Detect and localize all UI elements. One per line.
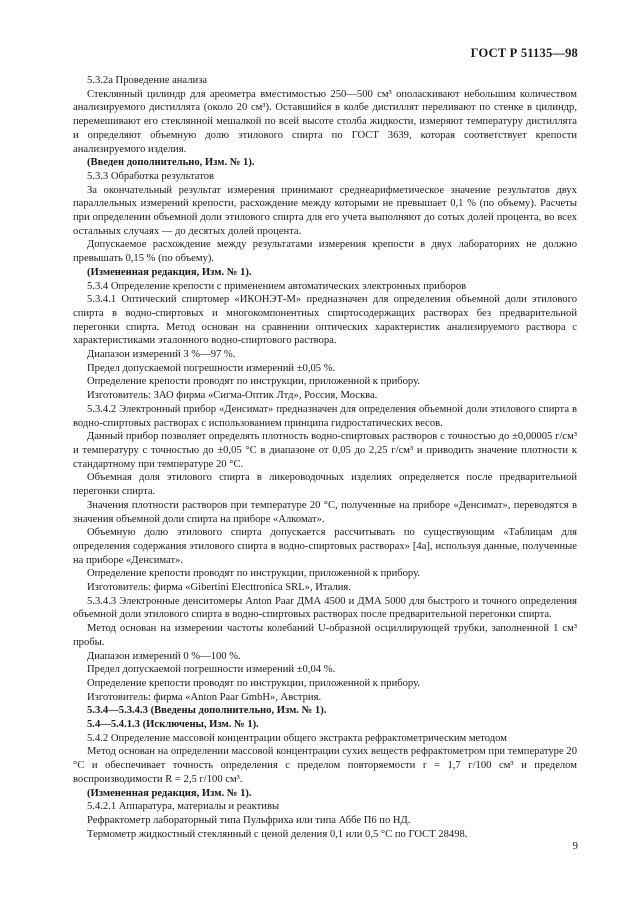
section-heading: 5.4.2 Определение массовой концентрации общего экстракта рефрактометрическим методом bbox=[87, 732, 507, 744]
page-number: 9 bbox=[572, 840, 578, 852]
document-body bbox=[73, 74, 577, 841]
amendment-note: (Измененная редакция, Изм. № 1). bbox=[87, 787, 252, 799]
paragraph: Определение крепости проводят по инструкции, приложенной к прибору. bbox=[87, 376, 420, 388]
paragraph: Рефрактометр лабораторный типа Пульфриха или типа Аббе П6 по НД. bbox=[87, 814, 411, 826]
paragraph: Изготовитель: фирма «Anton Paar GmbH», Австрия. bbox=[87, 691, 322, 703]
paragraph: Допускаемое расхождение между результатами измерения крепости в двух лабораториях не должно превышать 0,15 % (по объему). bbox=[73, 239, 577, 265]
section-heading: 5.3.2а Проведение анализа bbox=[87, 75, 208, 86]
paragraph: Термометр жидкостный стеклянный с ценой деления 0,1 или 0,5 °С по ГОСТ 28498. bbox=[87, 828, 468, 840]
paragraph: Предел допускаемой погрешности измерений ±0,05 %. bbox=[87, 362, 336, 374]
paragraph: Изготовитель: ЗАО фирма «Сигма-Оптик Лтд», Россия, Москва. bbox=[87, 390, 378, 402]
paragraph: За окончательный результат измерения принимают среднеарифметическое значение результатов двух параллельных измерений крепости, расхождение между которыми не превышает 0,1 % (по объему). Расчеты при определении объемной доли этилового спирта для его учета выполняют до сотых долей процента, во всех остальных случаях — до десятых долей процента. bbox=[73, 184, 577, 237]
section-heading: 5.4.2.1 Аппаратура, материалы и реактивы bbox=[87, 801, 280, 813]
paragraph: Предел допускаемой погрешности измерений ±0,04 %. bbox=[87, 664, 336, 676]
amendment-note: (Введен дополнительно, Изм. № 1). bbox=[87, 157, 255, 169]
paragraph: Данный прибор позволяет определять плотность водно-спиртовых растворов с точностью до ±0,00005 г/см³ и температуру с точностью до ±0,05 °С в диапазоне от 0,05 до 2,25 г/см³ и приводить значение плотности к стандартному при температуре 20 °С. bbox=[73, 431, 577, 470]
amendment-note: (Измененная редакция, Изм. № 1). bbox=[87, 266, 252, 278]
paragraph: Изготовитель: фирма «Gibertini Electtronica SRL», Италия. bbox=[87, 582, 351, 594]
section-heading: 5.3.4 Определение крепости с применением автоматических электронных приборов bbox=[87, 280, 467, 292]
section-heading: 5.3.3 Обработка результатов bbox=[87, 170, 214, 182]
paragraph: 5.3.4.2 Электронный прибор «Денсимат» предназначен для определения объемной доли этилового спирта в водно-спиртовых растворах с использованием принципа гидростатических весов. bbox=[73, 403, 577, 429]
paragraph: Объемная доля этилового спирта в ликероводочных изделиях определяется после предварительной перегонки спирта. bbox=[73, 472, 577, 498]
amendment-note: 5.3.4—5.3.4.3 (Введены дополнительно, Изм. № 1). bbox=[87, 705, 327, 717]
paragraph: Метод основан на определении массовой концентрации сухих веществ рефрактометром при температуре 20 °С и обеспечивает точность определения с пределом повторяемости r = 1,7 г/100 см³ и пределом воспроизводимости R = 2,5 г/100 см³. bbox=[73, 746, 577, 785]
standard-header: ГОСТ Р 51135—98 bbox=[470, 46, 578, 60]
paragraph: 5.3.4.3 Электронные денситомеры Anton Paar ДМА 4500 и ДМА 5000 для быстрого и точного определения объемной доли этилового спирта в водно-спиртовых растворах после предварительной перегонки спирта. bbox=[73, 595, 577, 621]
paragraph: Объемную долю этилового спирта допускается рассчитывать по существующим «Таблицам для определения содержания этилового спирта в водно-спиртовых растворах» [4а], используя данные, полученные на приборе «Денсимат». bbox=[73, 527, 577, 566]
paragraph: 5.3.4.1 Оптический спиртомер «ИКОНЭТ-М» предназначен для определения объемной доли этилового спирта в водно-спиртовых и многокомпонентных спиртосодержащих растворах без предварительной перегонки спирта. Метод основан на сравнении оптических характеристик анализируемого раствора с характеристиками эталонного водно-спиртового раствора. bbox=[73, 294, 577, 347]
paragraph: Диапазон измерений 3 %—97 %. bbox=[87, 349, 236, 361]
paragraph: Значения плотности растворов при температуре 20 °С, полученные на приборе «Денсимат», переводятся в значения объемной доли спирта на приборе «Алкомат». bbox=[73, 499, 577, 525]
paragraph: Метод основан на измерении частоты колебаний U-образной осциллирующей трубки, заполненной 1 см³ пробы. bbox=[73, 623, 577, 648]
amendment-note: 5.4—5.4.1.3 (Исключены, Изм. № 1). bbox=[87, 719, 259, 731]
paragraph: Диапазон измерений 0 %—100 %. bbox=[87, 650, 241, 662]
paragraph: Определение крепости проводят по инструкции, приложенной к прибору. bbox=[87, 677, 420, 689]
paragraph: Определение крепости проводят по инструкции, приложенной к прибору. bbox=[87, 568, 420, 580]
paragraph: Стеклянный цилиндр для ареометра вместимостью 250—500 см³ ополаскивают небольшим количеством анализируемого дистиллята (около 20 см³). Оставшийся в колбе дистиллят переливают по стенке в цилиндр, перемешивают его стеклянной мешалкой по всей высоте столба жидкости, измеряют температуру дистиллята и определяют объемную долю этилового спирта по ГОСТ 3639, которая соответствует крепости анализируемого изделия. bbox=[73, 88, 577, 155]
